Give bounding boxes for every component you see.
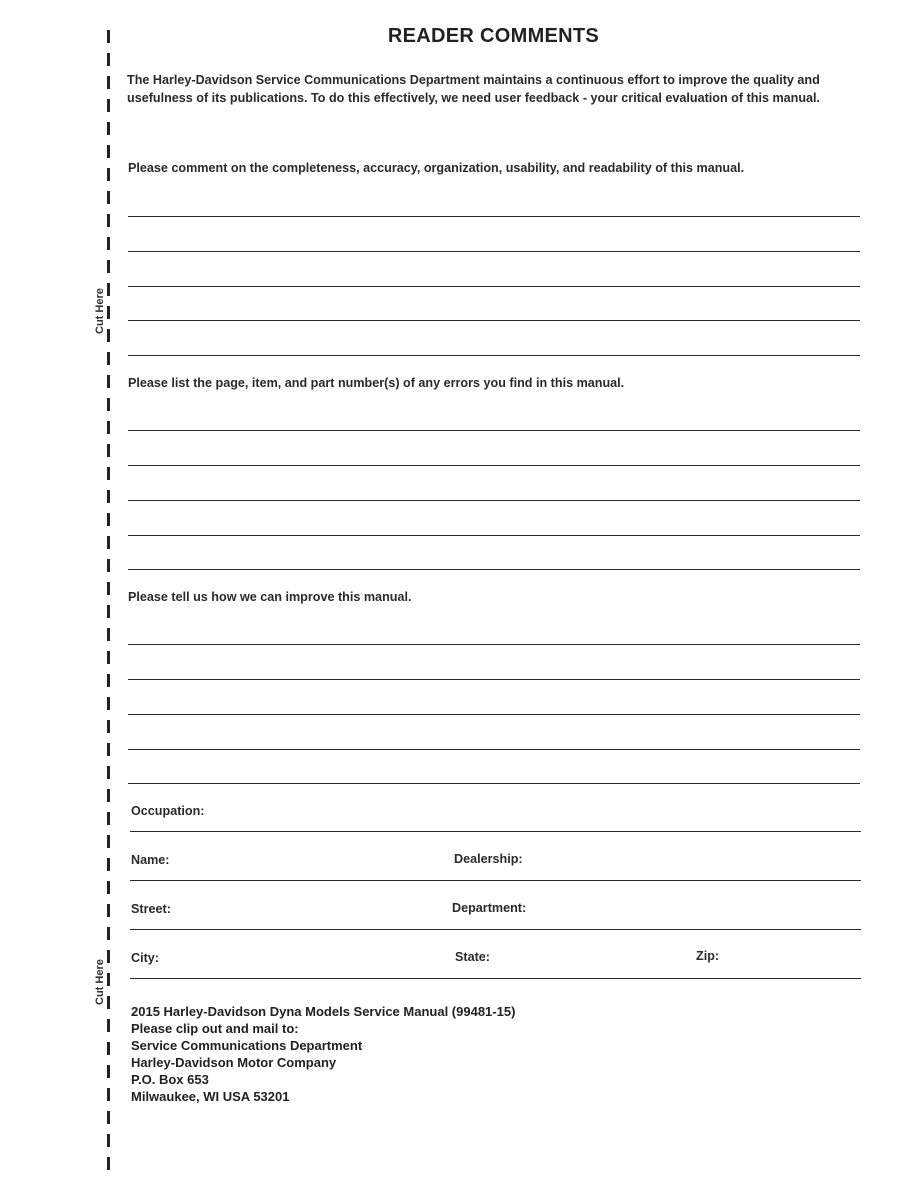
errors-line-1[interactable] bbox=[128, 430, 860, 431]
section-prompt-improve: Please tell us how we can improve this manual. bbox=[128, 590, 412, 604]
improve-line-1[interactable] bbox=[128, 644, 860, 645]
street-department-field[interactable] bbox=[130, 929, 861, 930]
cut-here-label-top: Cut Here bbox=[94, 288, 106, 334]
address-line: Service Communications Department bbox=[131, 1038, 363, 1053]
section-prompt-errors: Please list the page, item, and part number(s) of any errors you find in this manual. bbox=[128, 376, 625, 390]
comment-line-4[interactable] bbox=[128, 320, 860, 321]
department-label: Department: bbox=[452, 901, 527, 915]
address-line: Milwaukee, WI USA 53201 bbox=[131, 1089, 290, 1104]
errors-line-2[interactable] bbox=[128, 465, 860, 466]
errors-line-4[interactable] bbox=[128, 535, 860, 536]
manual-title: 2015 Harley-Davidson Dyna Models Service Manual (99481-15) bbox=[131, 1004, 516, 1019]
cut-here-label-bottom: Cut Here bbox=[94, 959, 106, 1005]
page-title: READER COMMENTS bbox=[387, 25, 600, 47]
occupation-label: Occupation: bbox=[131, 804, 205, 818]
zip-label: Zip: bbox=[696, 949, 720, 963]
mailing-info bbox=[131, 1003, 515, 1105]
improve-line-2[interactable] bbox=[128, 679, 860, 680]
improve-line-5[interactable] bbox=[128, 783, 860, 784]
errors-line-3[interactable] bbox=[128, 500, 860, 501]
street-label: Street: bbox=[131, 902, 171, 916]
comment-line-2[interactable] bbox=[128, 251, 860, 252]
cut-here-dashed-line bbox=[107, 30, 110, 1170]
improve-line-4[interactable] bbox=[128, 749, 860, 750]
name-dealership-field[interactable] bbox=[130, 880, 861, 881]
comment-line-1[interactable] bbox=[128, 216, 860, 217]
errors-line-5[interactable] bbox=[128, 569, 860, 570]
address-line: P.O. Box 653 bbox=[131, 1072, 209, 1087]
state-label: State: bbox=[455, 950, 490, 964]
section-prompt-comments: Please comment on the completeness, accuracy, organization, usability, and readability of this manual. bbox=[128, 161, 745, 175]
comment-line-5[interactable] bbox=[128, 355, 860, 356]
occupation-field[interactable] bbox=[130, 831, 861, 832]
improve-line-3[interactable] bbox=[128, 714, 860, 715]
comment-line-3[interactable] bbox=[128, 286, 860, 287]
address-line: Harley-Davidson Motor Company bbox=[131, 1055, 337, 1070]
city-state-zip-field[interactable] bbox=[130, 978, 861, 979]
city-label: City: bbox=[131, 951, 159, 965]
name-label: Name: bbox=[131, 853, 170, 867]
dealership-label: Dealership: bbox=[454, 852, 523, 866]
intro-paragraph: The Harley-Davidson Service Communications Department maintains a continuous effort to improve the quality and usefulness of its publications. To do this effectively, we need user feedback - your critical evaluation of this manual. bbox=[127, 73, 821, 105]
mail-instruction: Please clip out and mail to: bbox=[131, 1021, 299, 1036]
